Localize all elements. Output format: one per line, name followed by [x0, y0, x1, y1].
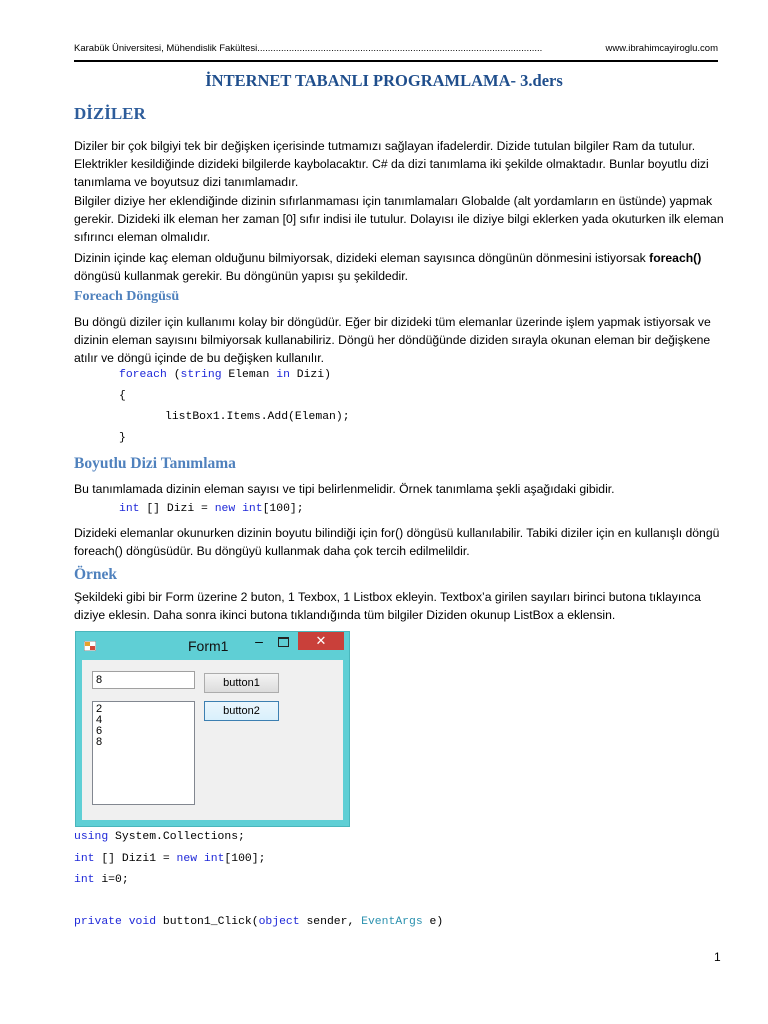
code-foreach-body: listBox1.Items.Add(Eleman); [165, 411, 350, 423]
code-foreach-line1 [119, 369, 331, 381]
code-text: Eleman [221, 369, 277, 381]
code-keyword: int [74, 874, 95, 886]
code-keyword: string [180, 369, 222, 381]
window-title: Form1 [188, 638, 229, 654]
button2[interactable]: button2 [204, 701, 279, 721]
code-keyword: int [203, 853, 225, 865]
code-keyword: foreach [119, 369, 167, 381]
code-method-line [74, 916, 443, 928]
header-university: Karabük Üniversitesi, Mühendislik Fakültesi [74, 43, 258, 54]
code-text: Dizi) [289, 369, 331, 381]
close-button[interactable]: ✕ [298, 632, 344, 650]
code-text: System.Collections; [108, 831, 245, 843]
paragraph-foreach: Bu döngü diziler için kullanımı kolay bir döngüdür. Eğer bir dizideki tüm elemanlar üzerinde işlem yapmak istiyorsak ve dizinin eleman sayısını bilmiyorsak kullanabiliriz. Döngü her döndüğünde diziden sırayla okunan eleman bir değişkene atılır ve döngü içinde de bu değişken kullanılır. [74, 315, 711, 365]
paragraph-diziler-3 [74, 249, 724, 285]
paragraph-diziler-3-tail: döngüsü kullanmak gerekir. Bu döngünün yapısı şu şekildedir. [74, 269, 409, 283]
code-array-decl [119, 503, 304, 515]
code-keyword: int [74, 853, 95, 865]
code-counter-line [74, 874, 129, 886]
listbox[interactable] [92, 701, 195, 805]
code-keyword: new [214, 503, 236, 515]
code-text: e) [422, 916, 444, 928]
code-keyword: in [276, 369, 290, 381]
paragraph-boyutlu-1: Bu tanımlamada dizinin eleman sayısı ve tipi belirlenmelidir. Örnek tanımlama şekli aşağıdaki gibidir. [74, 482, 615, 496]
code-text: [100]; [224, 853, 266, 865]
list-item[interactable]: 4 [96, 714, 103, 726]
document-title: İNTERNET TABANLI PROGRAMLAMA- 3.ders [205, 71, 563, 90]
paragraph-diziler-3-text: Dizinin içinde kaç eleman olduğunu bilmiyorsak, dizideki eleman sayısınca döngünün dönmesini istiyorsak [74, 251, 650, 265]
code-text: button1_Click( [156, 916, 259, 928]
code-text: [] Dizi = [139, 503, 215, 515]
paragraph-ornek: Şekildeki gibi bir Form üzerine 2 buton, 1 Texbox, 1 Listbox ekleyin. Textbox’a girilen sayıları birinci butona tıklayınca diziye eklesin. Daha sonra ikinci butona tıklandığında tüm bilgiler Diziden okunup ListBox a eklensin. [74, 590, 701, 622]
button1[interactable]: button1 [204, 673, 279, 693]
code-keyword: using [74, 831, 109, 843]
header-dots: ............................................................................................................ [257, 43, 543, 54]
code-foreach-brace-open: { [119, 390, 126, 402]
paragraph-diziler-2: Bilgiler diziye her eklendiğinde dizinin sıfırlanmaması için tanımlamaları Globalde (alt yordamların en üstünde) yapmak gerekir. Dizideki ilk eleman her zaman [0] sıfır indisi ile tutulur. Dolayısı ile diziye bilgi eklerken yada okuturken ilk eleman sıfırıncı eleman olmalıdır. [74, 194, 724, 244]
code-keyword: void [128, 916, 157, 928]
code-array-line [74, 853, 265, 865]
heading-foreach: Foreach Döngüsü [74, 289, 180, 304]
code-foreach-brace-close: } [119, 432, 126, 444]
list-item[interactable]: 6 [96, 725, 103, 737]
list-item[interactable]: 2 [96, 703, 103, 715]
code-type: EventArgs [361, 916, 423, 928]
textbox[interactable]: 8 [92, 671, 195, 689]
code-text [122, 916, 129, 928]
paragraph-boyutlu-2: Dizideki elemanlar okunurken dizinin boyutu bilindiği için for() döngüsü kullanılabilir. Tabiki diziler için en kullanışlı döngü foreach() döngüsüdür. Bu döngüyü kullanmak daha çok tercih edilmelildir. [74, 526, 720, 558]
heading-diziler: DİZİLER [74, 104, 146, 123]
minimize-icon[interactable]: – [255, 633, 263, 649]
maximize-icon[interactable] [278, 637, 289, 647]
code-text: i=0; [94, 874, 129, 886]
code-text: sender, [299, 916, 362, 928]
code-using-line [74, 831, 245, 843]
code-text: [100]; [262, 503, 304, 515]
app-icon [84, 641, 96, 651]
heading-ornek: Örnek [74, 566, 118, 583]
code-keyword: int [242, 503, 263, 515]
code-text: ( [166, 369, 181, 381]
list-item[interactable]: 8 [96, 736, 103, 748]
header-rule [74, 60, 718, 62]
page-header [74, 43, 718, 54]
paragraph-diziler-1: Diziler bir çok bilgiyi tek bir değişken içerisinde tutmamızı sağlayan ifadelerdir. Dizide tutulan bilgiler Ram da tutulur. Elektrikler kesildiğinde dizideki bilgilerde kaybolacaktır. C# da dizi tanımlama iki şekilde olmaktadır. Bunlar boyutlu dizi tanımlama ve boyutsuz dizi tanımlamadır. [74, 139, 709, 189]
code-text [197, 853, 204, 865]
page-number: 1 [714, 950, 721, 964]
heading-boyutlu: Boyutlu Dizi Tanımlama [74, 455, 236, 472]
code-keyword: object [258, 916, 300, 928]
code-keyword: new [176, 853, 198, 865]
form-client-area [82, 660, 343, 820]
code-keyword: private [74, 916, 122, 928]
foreach-bold: foreach() [649, 251, 702, 265]
form-window [75, 631, 350, 827]
header-website: www.ibrahimcayiroglu.com [605, 43, 718, 54]
code-keyword: int [119, 503, 140, 515]
code-text: [] Dizi1 = [94, 853, 177, 865]
